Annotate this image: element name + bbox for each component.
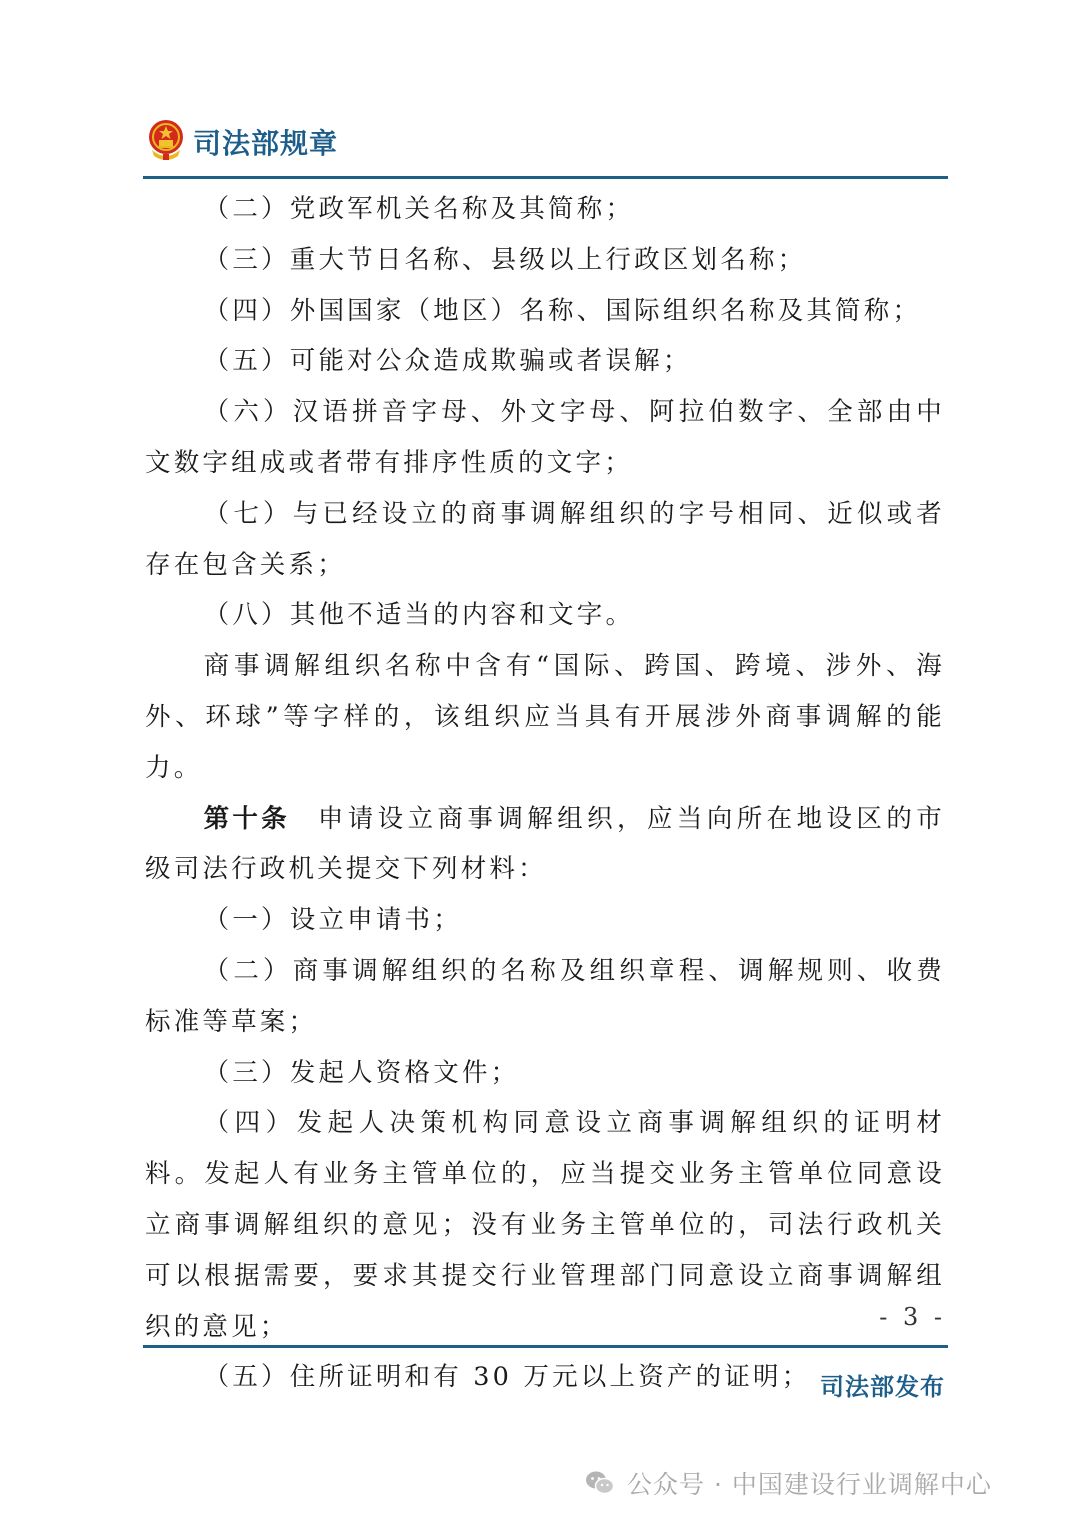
national-emblem-icon <box>146 118 186 162</box>
document-body <box>145 184 945 1403</box>
header-title: 司法部规章 <box>193 127 339 160</box>
paragraph: （五）住所证明和有 30 万元以上资产的证明； <box>203 1362 811 1393</box>
paragraph: 商事调解组织名称中含有“国际、跨国、跨境、涉外、海外、环球”等字样的，该组织应当具有开展涉外商事调解的能力。 <box>145 651 945 783</box>
paragraph: （八）其他不适当的内容和文字。 <box>203 600 635 631</box>
footer-divider <box>143 1345 948 1348</box>
paragraph: （七）与已经设立的商事调解组织的字号相同、近似或者存在包含关系； <box>145 498 945 580</box>
page-number: - 3 - <box>879 1303 946 1331</box>
paragraph: （三）发起人资格文件； <box>203 1057 520 1088</box>
watermark-text: 公众号 · 中国建设行业调解中心 <box>627 1470 992 1499</box>
wechat-icon <box>585 1470 615 1496</box>
paragraph: （六）汉语拼音字母、外文字母、阿拉伯数字、全部由中文数字组成或者带有排序性质的文字； <box>145 397 945 478</box>
paragraph: （五）可能对公众造成欺骗或者误解； <box>203 346 692 377</box>
paragraph: （四）外国国家（地区）名称、国际组织名称及其简称； <box>203 295 922 326</box>
paragraph: （二）党政军机关名称及其简称； <box>203 194 635 224</box>
paragraph: （一）设立申请书； <box>203 905 462 936</box>
article-number: 第十条 <box>203 803 290 834</box>
watermark <box>585 1463 992 1503</box>
page-header <box>143 112 948 172</box>
footer-publisher: 司法部发布 <box>820 1373 945 1401</box>
paragraph: （四）发起人决策机构同意设立商事调解组织的证明材料。发起人有业务主管单位的，应当提交业务主管单位同意设立商事调解组织的意见；没有业务主管单位的，司法行政机关可以根据需要，要求其提交行业管理部门同意设立商事调解组织的意见； <box>145 1108 945 1342</box>
article-paragraph: 第十条 申请设立商事调解组织，应当向所在地设区的市级司法行政机关提交下列材料： <box>145 803 945 885</box>
header-divider <box>143 176 948 179</box>
paragraph: （三）重大节日名称、县级以上行政区划名称； <box>203 244 807 275</box>
paragraph: （二）商事调解组织的名称及组织章程、调解规则、收费标准等草案； <box>145 955 945 1037</box>
